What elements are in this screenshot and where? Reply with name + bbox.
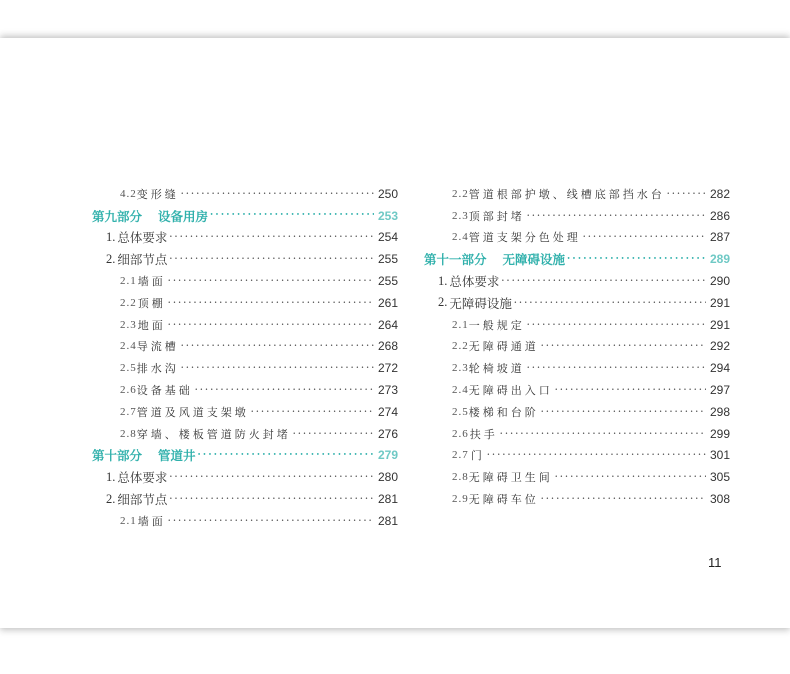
toc-entry-page: 253 xyxy=(377,208,398,223)
toc-entry-page: 291 xyxy=(709,317,730,332)
toc-entry-title: 管道及风道支架墩 xyxy=(136,405,249,419)
toc-entry[interactable] xyxy=(424,314,730,336)
toc-entry-title: 管道根部护墩、线槽底部挡水台 xyxy=(468,187,665,201)
book-page xyxy=(0,38,790,628)
toc-leader-dots xyxy=(181,341,374,352)
toc-entry-number: 2.1 xyxy=(120,514,137,527)
toc-leader-dots xyxy=(583,232,706,243)
toc-entry[interactable] xyxy=(92,423,398,445)
toc-leader-dots xyxy=(168,276,374,287)
toc-entry-number: 2.2 xyxy=(452,340,469,353)
toc-entry-number: 2.1 xyxy=(120,275,137,288)
toc-entry-number: 第十部分 xyxy=(92,448,143,464)
toc-entry-title: 无障碍出入口 xyxy=(468,384,553,398)
toc-entry-number: 2.5 xyxy=(452,405,469,418)
toc-leader-dots xyxy=(169,472,374,483)
toc-leader-dots xyxy=(169,254,374,265)
toc-leader-dots xyxy=(169,232,374,243)
toc-entry-title: 无障碍卫生间 xyxy=(468,471,553,485)
toc-entry-page: 279 xyxy=(377,448,398,463)
toc-entry-title: 穿墙、楼板管道防火封堵 xyxy=(136,427,291,441)
toc-entry-page: 287 xyxy=(709,230,730,245)
toc-entry[interactable] xyxy=(424,466,730,488)
toc-leader-dots xyxy=(195,385,374,396)
toc-entry[interactable] xyxy=(424,401,730,423)
toc-entry-page: 297 xyxy=(709,383,730,398)
toc-entry[interactable] xyxy=(92,488,398,510)
toc-entry-number: 2.5 xyxy=(120,362,137,375)
toc-entry[interactable] xyxy=(424,336,730,358)
toc-entry-title: 楼梯和台阶 xyxy=(468,405,539,419)
toc-entry-page: 280 xyxy=(377,470,398,485)
toc-entry[interactable] xyxy=(92,248,398,270)
toc-leader-dots xyxy=(527,319,706,330)
toc-entry[interactable] xyxy=(424,270,730,292)
toc-entry-page: 255 xyxy=(377,252,398,267)
toc-entry-page: 298 xyxy=(709,404,730,419)
toc-leader-dots xyxy=(527,363,706,374)
toc-entry-page: 305 xyxy=(709,470,730,485)
toc-entry[interactable] xyxy=(424,183,730,205)
toc-entry-title: 设备用房 xyxy=(158,208,209,224)
toc-entry-number: 2.3 xyxy=(452,362,469,375)
toc-entry[interactable] xyxy=(92,314,398,336)
toc-entry-title: 总体要求 xyxy=(449,274,500,290)
toc-entry[interactable] xyxy=(424,205,730,227)
toc-entry-page: 268 xyxy=(377,339,398,354)
toc-entry-page: 254 xyxy=(377,230,398,245)
toc-entry[interactable] xyxy=(424,379,730,401)
toc-entry-title: 一般规定 xyxy=(468,318,525,332)
toc-entry-number: 2. xyxy=(438,295,448,310)
toc-entry-title: 轮椅坡道 xyxy=(468,362,525,376)
page-number: 11 xyxy=(708,555,722,570)
toc-entry-title: 细部节点 xyxy=(117,492,168,508)
toc-entry-title: 顶部封堵 xyxy=(468,209,525,223)
toc-leader-dots xyxy=(555,385,706,396)
toc-leader-dots xyxy=(667,188,706,199)
toc-entry-number: 2.3 xyxy=(120,318,137,331)
toc-leader-dots xyxy=(514,297,706,308)
toc-entry-title: 细部节点 xyxy=(117,252,168,268)
toc-entry-number: 1. xyxy=(106,469,116,484)
toc-entry[interactable] xyxy=(92,357,398,379)
toc-entry-page: 290 xyxy=(709,274,730,289)
toc-entry[interactable] xyxy=(92,292,398,314)
toc-entry-number: 4.2 xyxy=(120,187,137,200)
toc-entry-number: 1. xyxy=(106,229,116,244)
toc-part-heading[interactable] xyxy=(92,445,398,467)
toc-entry-title: 设备基础 xyxy=(136,384,193,398)
toc-entry-number: 2.6 xyxy=(452,427,469,440)
toc-leader-dots xyxy=(541,494,706,505)
toc-entry-title: 导流槽 xyxy=(136,340,179,354)
toc-entry-page: 250 xyxy=(377,186,398,201)
toc-entry-title: 总体要求 xyxy=(117,230,168,246)
toc-leader-dots xyxy=(487,450,706,461)
toc-entry[interactable] xyxy=(424,445,730,467)
toc-entry-number: 2.2 xyxy=(452,187,469,200)
toc-entry-page: 255 xyxy=(377,274,398,289)
toc-leader-dots xyxy=(169,494,374,505)
toc-entry-page: 291 xyxy=(709,295,730,310)
toc-entry-number: 2.8 xyxy=(120,427,137,440)
toc-entry-number: 2.8 xyxy=(452,471,469,484)
toc-entry-title: 无障碍设施 xyxy=(449,295,512,311)
toc-entry-title: 管道井 xyxy=(158,448,196,464)
toc-leader-dots xyxy=(168,515,374,526)
toc-entry[interactable] xyxy=(424,292,730,314)
toc-leader-dots xyxy=(198,450,374,461)
toc-entry-page: 294 xyxy=(709,361,730,376)
toc-entry-page: 281 xyxy=(377,513,398,528)
toc-entry[interactable] xyxy=(92,227,398,249)
toc-entry-number: 2.4 xyxy=(120,340,137,353)
toc-leader-dots xyxy=(293,428,374,439)
toc-entry-page: 286 xyxy=(709,208,730,223)
toc-entry-number: 2.9 xyxy=(452,493,469,506)
toc-entry-number: 2.3 xyxy=(452,209,469,222)
toc-entry-number: 2. xyxy=(106,491,116,506)
toc-entry[interactable] xyxy=(424,357,730,379)
toc-entry-page: 282 xyxy=(709,186,730,201)
toc-entry-page: 276 xyxy=(377,426,398,441)
toc-entry-page: 299 xyxy=(709,426,730,441)
toc-entry-number: 2.1 xyxy=(452,318,469,331)
toc-entry-title: 墙面 xyxy=(137,275,166,289)
toc-part-heading[interactable] xyxy=(92,205,398,227)
toc-entry-title: 无障碍车位 xyxy=(468,493,539,507)
toc-entry[interactable] xyxy=(92,379,398,401)
toc-entry-title: 顶棚 xyxy=(137,296,166,310)
toc-column-right xyxy=(424,183,730,510)
toc-entry-number: 2.4 xyxy=(452,231,469,244)
toc-leader-dots xyxy=(168,319,374,330)
toc-entry-number: 1. xyxy=(438,273,448,288)
toc-entry-number: 2.7 xyxy=(452,449,469,462)
toc-leader-dots xyxy=(555,472,706,483)
toc-leader-dots xyxy=(168,297,374,308)
toc-entry[interactable] xyxy=(92,336,398,358)
toc-entry-page: 292 xyxy=(709,339,730,354)
toc-leader-dots xyxy=(181,188,374,199)
toc-entry[interactable] xyxy=(92,510,398,532)
toc-entry-number: 2.7 xyxy=(120,405,137,418)
toc-entry-title: 扶手 xyxy=(469,427,498,441)
toc-leader-dots xyxy=(541,341,706,352)
toc-entry[interactable] xyxy=(92,183,398,205)
toc-entry-page: 261 xyxy=(377,295,398,310)
toc-entry-page: 281 xyxy=(377,492,398,507)
toc-entry-title: 管道支架分色处理 xyxy=(468,231,581,245)
toc-leader-dots xyxy=(500,428,706,439)
toc-column-left xyxy=(92,183,398,532)
toc-entry-page: 264 xyxy=(377,317,398,332)
toc-entry-number: 第十一部分 xyxy=(424,252,487,268)
toc-entry-number: 2.6 xyxy=(120,384,137,397)
toc-entry-title: 排水沟 xyxy=(136,362,179,376)
toc-entry-page: 289 xyxy=(709,252,730,267)
toc-leader-dots xyxy=(501,276,706,287)
toc-entry-page: 301 xyxy=(709,448,730,463)
toc-entry-page: 274 xyxy=(377,404,398,419)
toc-entry-number: 第九部分 xyxy=(92,208,143,224)
toc-entry-title: 门 xyxy=(470,449,485,463)
toc-entry-title: 墙面 xyxy=(137,514,166,528)
toc-entry-title: 变形缝 xyxy=(136,187,179,201)
toc-entry-number: 2. xyxy=(106,251,116,266)
toc-leader-dots xyxy=(567,254,706,265)
toc-entry-title: 无障碍通道 xyxy=(468,340,539,354)
toc-leader-dots xyxy=(251,406,374,417)
toc-entry-page: 273 xyxy=(377,383,398,398)
toc-entry-number: 2.2 xyxy=(120,296,137,309)
toc-entry[interactable] xyxy=(424,423,730,445)
toc-leader-dots xyxy=(210,210,374,221)
toc-leader-dots xyxy=(527,210,706,221)
toc-entry-page: 308 xyxy=(709,492,730,507)
toc-entry-page: 272 xyxy=(377,361,398,376)
toc-entry-title: 总体要求 xyxy=(117,470,168,486)
toc-entry[interactable] xyxy=(92,401,398,423)
toc-entry[interactable] xyxy=(424,488,730,510)
toc-entry-title: 地面 xyxy=(137,318,166,332)
toc-entry[interactable] xyxy=(92,466,398,488)
toc-entry[interactable] xyxy=(92,270,398,292)
toc-entry-title: 无障碍设施 xyxy=(502,252,566,268)
toc-part-heading[interactable] xyxy=(424,248,730,270)
toc-leader-dots xyxy=(541,406,706,417)
toc-entry-number: 2.4 xyxy=(452,384,469,397)
toc-entry[interactable] xyxy=(424,227,730,249)
toc-leader-dots xyxy=(181,363,374,374)
